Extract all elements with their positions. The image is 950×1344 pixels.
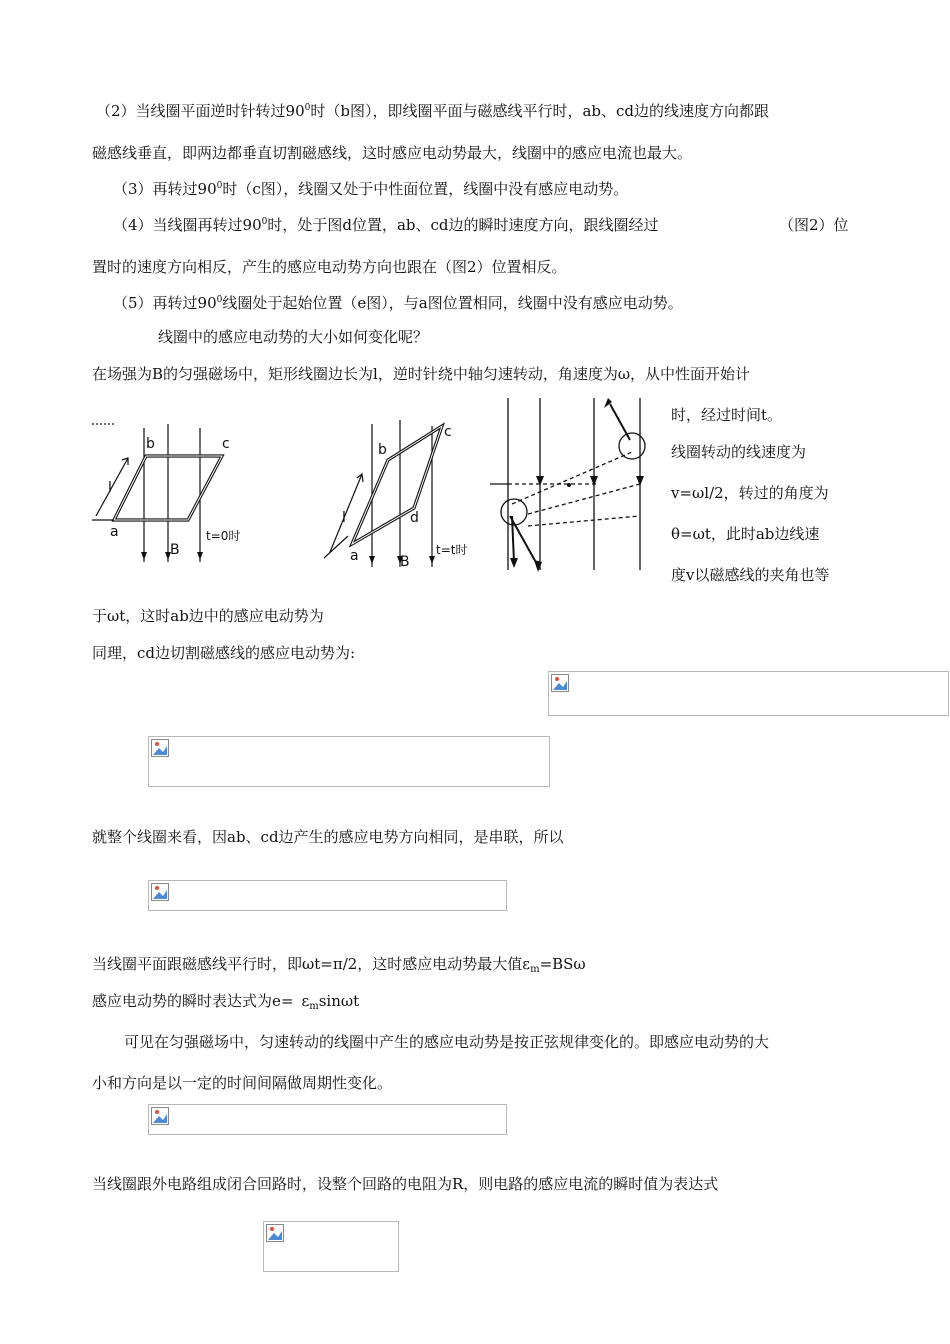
arrow-head-a2: [510, 558, 518, 568]
coil-outer: [352, 426, 442, 544]
velocity-vector-c: [610, 404, 630, 440]
label-d: d: [410, 510, 419, 526]
setup-line: 在场强为B的匀强磁场中，矩形线圈边长为l，逆时针绕中轴匀速转动，角速度为ω，从中性面开始计: [92, 365, 751, 383]
broken-image-icon: [151, 883, 169, 901]
text: 时（c图），线圈又处于中性面位置，线圈中没有感应电动势。: [222, 180, 629, 198]
axis-point: [567, 483, 571, 487]
paragraph-2-line-1: [96, 101, 769, 121]
field-arrow-1: [369, 556, 375, 564]
degree-superscript: 0: [216, 181, 223, 191]
conclusion-line-2: 小和方向是以一定的时间间隔做周期性变化。: [92, 1074, 393, 1092]
paragraph-2-line-2: 磁感线垂直，即两边都垂直切割磁感线，这时感应电动势最大，线圈中的感应电流也最大。: [92, 144, 693, 162]
max-emf-line: [92, 954, 586, 974]
equation-image-sine: [148, 1104, 507, 1135]
figure-coil-t: [322, 412, 482, 577]
dashed-axis: [512, 452, 632, 504]
paragraph-5: [113, 293, 683, 313]
equation-image-current: [263, 1221, 399, 1272]
label-B: B: [400, 554, 410, 570]
label-b: b: [146, 436, 155, 452]
broken-image-icon: [266, 1224, 284, 1242]
arrow-head-a: [534, 560, 542, 572]
label-l: l: [342, 510, 346, 526]
dashed-middle: [528, 484, 640, 514]
ab-emf-line: 于ωt，这时ab边中的感应电动势为: [92, 607, 324, 625]
label-l: l: [108, 480, 112, 496]
label-c: c: [222, 436, 230, 452]
right-col-line-5: 度v以磁感线的夹角也等: [671, 566, 830, 584]
paragraph-4-line-1: [113, 215, 659, 235]
dashed-bottom: [528, 516, 640, 526]
label-c: c: [444, 424, 452, 440]
coil-inner: [352, 426, 442, 544]
paragraph-4-fig-ref: （图2）位: [779, 216, 849, 234]
instant-emf-line: [92, 991, 359, 1011]
right-col-line-3: v=ωl/2，转过的角度为: [671, 484, 829, 502]
text: 时（b图），即线圈平面与磁感线平行时，ab、cd边的线速度方向都跟: [310, 102, 770, 120]
label-b: b: [378, 442, 387, 458]
current-line: 当线圈跟外电路组成闭合回路时，设整个回路的电阻为R，则电路的感应电流的瞬时值为表达式: [92, 1175, 719, 1193]
text: （2）当线圈平面逆时针转过90: [96, 102, 305, 120]
right-col-line-4: θ=ωt，此时ab边线速: [671, 525, 820, 543]
subscript-m: m: [309, 1001, 319, 1012]
field-arrow-1: [141, 552, 147, 560]
broken-image-icon: [151, 739, 169, 757]
paragraph-4-line-2: 置时的速度方向相反，产生的感应电动势方向也跟在（图2）位置相反。: [92, 258, 567, 276]
text: （4）当线圈再转过90: [113, 216, 262, 234]
equation-image-cd: [148, 736, 550, 787]
text: sinωt: [318, 992, 360, 1010]
label-B: B: [170, 542, 180, 558]
equation-image-ab: [548, 671, 949, 716]
equation-image-total: [148, 880, 507, 911]
subscript-m: m: [530, 964, 540, 975]
label-a: a: [350, 548, 359, 564]
cd-emf-line: 同理，cd边切割磁感线的感应电动势为:: [92, 644, 356, 662]
conclusion-line-1: 可见在匀强磁场中，匀速转动的线圈中产生的感应电动势是按正弦规律变化的。即感应电动势的大: [124, 1033, 770, 1051]
text: （5）再转过90: [113, 294, 217, 312]
text: 当线圈平面跟磁感线平行时，即ωt=π/2，这时感应电动势最大值: [92, 955, 523, 973]
text: 感应电动势的瞬时表达式为e=: [92, 992, 294, 1010]
text: （3）再转过90: [113, 180, 217, 198]
label-time: t=t时: [436, 543, 468, 557]
right-col-line-2: 线圈转动的线速度为: [671, 443, 807, 461]
text: =BSω: [539, 955, 586, 973]
label-a: a: [110, 524, 119, 540]
broken-image-icon: [551, 674, 569, 692]
question-line: 线圈中的感应电动势的大小如何变化呢？: [158, 328, 429, 346]
text: 线圈处于起始位置（e图），与a图位置相同，线圈中没有感应电动势。: [222, 294, 683, 312]
figure-side-view: [488, 396, 668, 574]
broken-image-icon: [151, 1107, 169, 1125]
field-arrow-3: [197, 552, 203, 560]
figure-coil-t0: [88, 412, 258, 572]
right-col-line-1: 时，经过时间t。: [671, 406, 783, 424]
degree-superscript: 0: [261, 217, 268, 227]
degree-superscript: 0: [304, 103, 311, 113]
label-time: t=0时: [206, 529, 241, 543]
field-arrow-3: [590, 476, 598, 486]
conductor-circle-c: [619, 433, 645, 459]
dim-line-l: [96, 458, 128, 516]
epsilon-symbol: ε: [522, 955, 531, 973]
degree-superscript: 0: [216, 295, 223, 305]
epsilon-symbol: ε: [301, 992, 310, 1010]
field-arrow-3: [429, 556, 435, 564]
paragraph-3: [113, 179, 628, 199]
text: 时，处于图d位置，ab、cd边的瞬时速度方向，跟线圈经过: [267, 216, 659, 234]
whole-coil-line: 就整个线圈来看，因ab、cd边产生的感应电势方向相同，是串联，所以: [92, 828, 564, 846]
dim-base: [324, 536, 348, 558]
